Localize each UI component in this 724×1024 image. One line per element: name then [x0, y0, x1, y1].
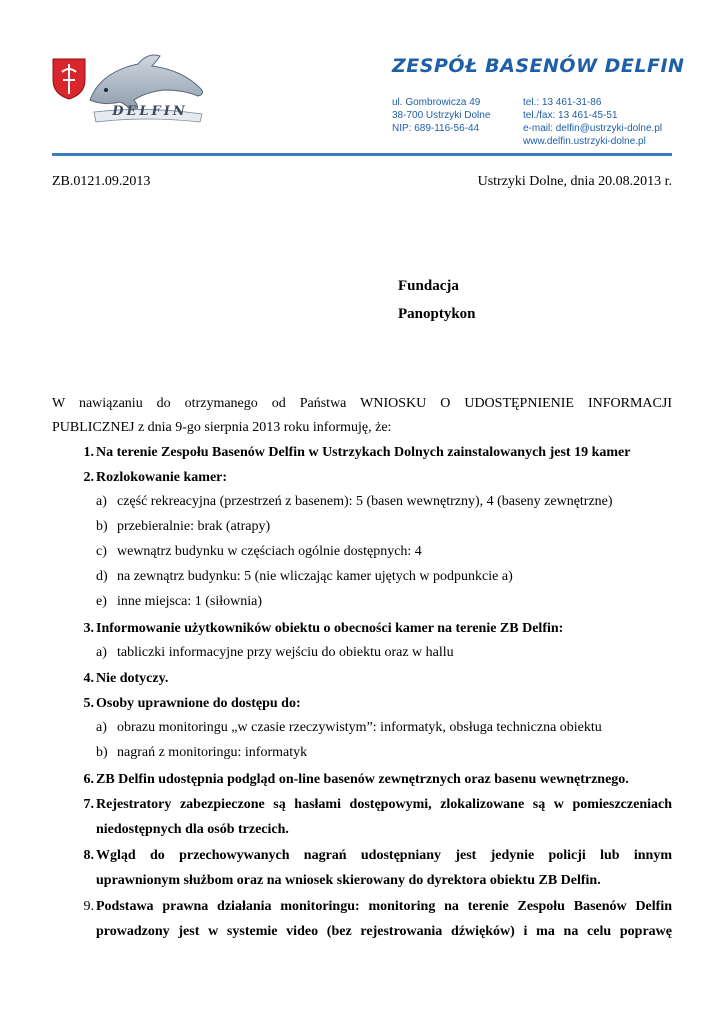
sub-letter: a) — [96, 645, 107, 660]
item-text: prowadzony jest w systemie video (bez rejestrowania dźwięków) i ma na celu poprawę — [96, 924, 672, 939]
header-divider — [52, 153, 672, 156]
intro-line: PUBLICZNEJ z dnia 9-go sierpnia 2013 roku informuję, że: — [52, 420, 392, 435]
item-text: Na terenie Zespołu Basenów Delfin w Ustrzykach Dolnych zainstalowanych jest 19 kamer — [96, 445, 631, 460]
phone-line: tel.: 13 461-31-86 — [523, 97, 602, 108]
coat-of-arms-logo — [52, 58, 86, 100]
intro-line: W nawiązaniu do otrzymanego od Państwa WNIOSKU O UDOSTĘPNIENIE INFORMACJI — [52, 396, 672, 411]
organization-name: ZESPÓŁ BASENÓW DELFIN — [392, 55, 685, 77]
item-text: ZB Delfin udostępnia podgląd on-line basenów zewnętrznych oraz basenu wewnętrznego. — [96, 772, 629, 787]
item-number: 3. — [83, 621, 94, 636]
contact-line: ul. Gombrowicza 49 — [392, 97, 481, 108]
logo-wordmark: DELFIN — [112, 104, 188, 119]
sub-letter: e) — [96, 594, 107, 609]
sub-letter: c) — [96, 544, 107, 559]
sub-text: inne miejsca: 1 (siłownia) — [117, 594, 263, 609]
place-date: Ustrzyki Dolne, dnia 20.08.2013 r. — [477, 174, 672, 189]
item-text: Rozlokowanie kamer: — [96, 470, 228, 485]
item-text: Rejestratory zabezpieczone są hasłami dostępowymi, zlokalizowane są w pomieszczeniach — [96, 797, 672, 812]
sub-text: tabliczki informacyjne przy wejściu do obiektu oraz w hallu — [117, 645, 454, 660]
item-number: 7. — [83, 797, 94, 812]
sub-text: na zewnątrz budynku: 5 (nie wliczając kamer ujętych w podpunkcie a) — [117, 569, 513, 584]
list-item-8 — [52, 843, 672, 893]
item-text: Wgląd do przechowywanych nagrań udostępniany jest jedynie policji lub innym — [96, 848, 672, 863]
sub-text: przebieralnie: brak (atrapy) — [117, 519, 271, 534]
fax-line: tel./fax: 13 461-45-51 — [523, 110, 618, 121]
reference-number: ZB.0121.09.2013 — [52, 174, 151, 189]
contact-phone-block — [523, 96, 662, 148]
item-text: Osoby uprawnione do dostępu do: — [96, 696, 301, 711]
website-link[interactable]: www.delfin.ustrzyki-dolne.pl — [523, 136, 646, 147]
item-text: niedostępnych dla osób trzecich. — [96, 822, 289, 837]
list-item-9 — [52, 894, 672, 944]
sub-text: część rekreacyjna (przestrzeń z basenem): 5 (basen wewnętrzny), 4 (baseny zewnętrzne) — [117, 494, 613, 509]
sub-letter: d) — [96, 569, 108, 584]
sub-letter: b) — [96, 745, 108, 760]
item-text: Podstawa prawna działania monitoringu: monitoring na terenie Zespołu Basenów Delfin — [96, 899, 672, 914]
sub-letter: b) — [96, 519, 108, 534]
sub-text: obrazu monitoringu „w czasie rzeczywistym”: informatyk, obsługa techniczna obiektu — [117, 720, 602, 735]
sub-letter: a) — [96, 494, 107, 509]
item-text: uprawnionym służbom oraz na wniosek skierowany do dyrektora obiektu ZB Delfin. — [96, 873, 601, 888]
dolphin-logo — [86, 50, 210, 124]
item-number: 5. — [83, 696, 94, 711]
contact-line: 38-700 Ustrzyki Dolne — [392, 110, 491, 121]
addressee-line: Fundacja — [398, 278, 459, 294]
item-number: 9. — [83, 899, 94, 914]
item-text: Informowanie użytkowników obiektu o obecności kamer na terenie ZB Delfin: — [96, 621, 564, 636]
item-number: 2. — [83, 470, 94, 485]
item-number: 4. — [83, 671, 94, 686]
email-link[interactable]: e-mail: delfin@ustrzyki-dolne.pl — [523, 123, 663, 134]
sub-letter: a) — [96, 720, 107, 735]
list-item-7 — [52, 792, 672, 842]
item-text: Nie dotyczy. — [96, 671, 169, 686]
contact-line: NIP: 689-116-56-44 — [392, 123, 480, 134]
item-number: 6. — [83, 772, 94, 787]
contact-address-block — [392, 96, 490, 135]
addressee-line: Panoptykon — [398, 306, 476, 322]
item-number: 8. — [83, 848, 94, 863]
sub-text: nagrań z monitoringu: informatyk — [117, 745, 308, 760]
item-number: 1. — [83, 445, 94, 460]
sub-text: wewnątrz budynku w częściach ogólnie dostępnych: 4 — [117, 544, 422, 559]
